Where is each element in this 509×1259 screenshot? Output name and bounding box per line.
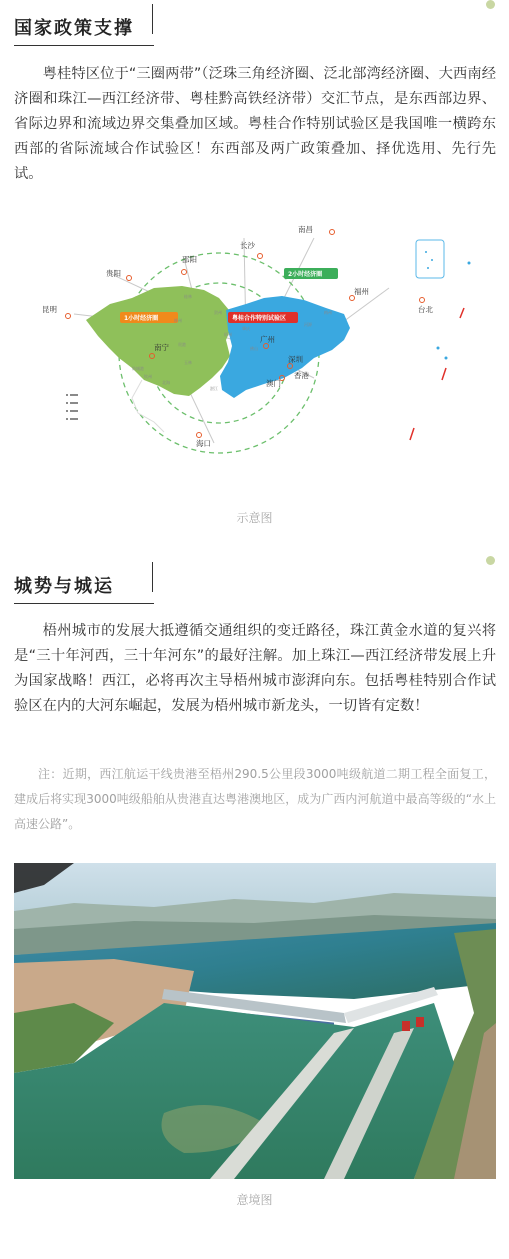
heading-underline <box>14 45 154 46</box>
section-title: 城势与城运 <box>14 576 114 597</box>
city-yulin: 玉林 <box>184 360 192 365</box>
city-shaoyang: 邵阳 <box>182 255 197 264</box>
svg-text:粤桂合作特别试验区: 粤桂合作特别试验区 <box>232 315 287 322</box>
city-shenzhen: 深圳 <box>288 355 303 364</box>
policy-paragraph: 粤桂特区位于“三圈两带”（泛珠三角经济圈、泛北部湾经济圈、大西南经济圈和珠江—西江经济带、粤桂黔高铁经济带）交汇节点，是东西部边界、省际边界和流域边界交集叠加区域。粤桂合作特别试验区是我国唯一横跨东西部的省际流域合作试验区！东西部及两广政策叠加、择优选用、先行先试。 <box>14 66 496 182</box>
south-sea-inset <box>416 240 444 278</box>
guangxi-region <box>86 286 232 396</box>
city-foshan: 佛山 <box>250 346 258 351</box>
city-zhaoqing: 肇庆 <box>242 326 250 331</box>
city-beihai: 北海 <box>162 380 170 385</box>
city-guiyang: 贵阳 <box>106 269 121 278</box>
river-dam-photo <box>14 863 496 1179</box>
heading-divider <box>152 4 153 34</box>
city-haikou: 海口 <box>196 439 211 448</box>
city-fuzhou: 福州 <box>354 287 369 296</box>
regional-map <box>14 218 496 478</box>
section-title: 国家政策支撑 <box>14 18 134 39</box>
one-hour-badge <box>120 312 178 323</box>
city-meizhou: 梅州 <box>324 310 332 315</box>
photo-caption: 意境图 <box>236 1193 273 1207</box>
city-wuzhou: 梧州 <box>224 332 232 337</box>
city-hezhou: 贺州 <box>214 310 222 315</box>
heading-divider <box>152 562 153 592</box>
city-kunming: 昆明 <box>42 305 57 314</box>
city-heyuan: 河源 <box>304 322 312 327</box>
decorative-dot <box>486 0 495 9</box>
city-aomen: 澳门 <box>266 379 281 388</box>
section-heading-policy <box>14 12 152 46</box>
city-nanchang: 南昌 <box>298 225 313 234</box>
section-heading-city <box>14 570 152 604</box>
city-xianggang: 香港 <box>294 371 309 380</box>
city-qinzhou: 钦州 <box>144 374 152 379</box>
city-liuzhou: 柳州 <box>174 318 182 323</box>
zone-badge <box>228 312 298 323</box>
city-guigang: 贵港 <box>178 342 186 347</box>
city-paragraph: 梧州城市的发展大抵遵循交通组织的变迁路径，珠江黄金水道的复兴将是“三十年河西，三十年河东”的最好注解。加上珠江—西江经济带发展上升为国家战略！西江，必将再次主导梧州城市澎湃向东。包括粤桂特别合作试验区在内的大河东崛起，发展为梧州城市新龙头，一切皆有定数！ <box>14 623 496 714</box>
boundary-marks <box>410 308 464 440</box>
city-zhanjiang: 湛江 <box>210 386 218 391</box>
city-fangchenggang: 防城港 <box>132 366 144 371</box>
map-legend <box>66 394 78 420</box>
city-guangzhou: 广州 <box>260 335 275 344</box>
city-changsha: 长沙 <box>240 241 255 250</box>
shipping-note: 注：近期，西江航运干线贵港至梧州290.5公里段3000吨级航道二期工程全面复工，建成后将实现3000吨级船舶从贵港直达粤港澳地区，成为广西内河航道中最高等级的“水上高速公路”。 <box>14 767 496 831</box>
svg-text:1小时经济圈: 1小时经济圈 <box>124 315 159 322</box>
decorative-dot <box>486 556 495 565</box>
city-taibei: 台北 <box>418 305 433 314</box>
map-caption: 示意图 <box>236 511 273 525</box>
svg-text:2小时经济圈: 2小时经济圈 <box>288 271 323 278</box>
city-nanning: 南宁 <box>154 343 169 352</box>
heading-underline <box>14 603 154 604</box>
two-hour-badge <box>284 268 338 279</box>
city-guilin: 桂林 <box>184 294 192 299</box>
